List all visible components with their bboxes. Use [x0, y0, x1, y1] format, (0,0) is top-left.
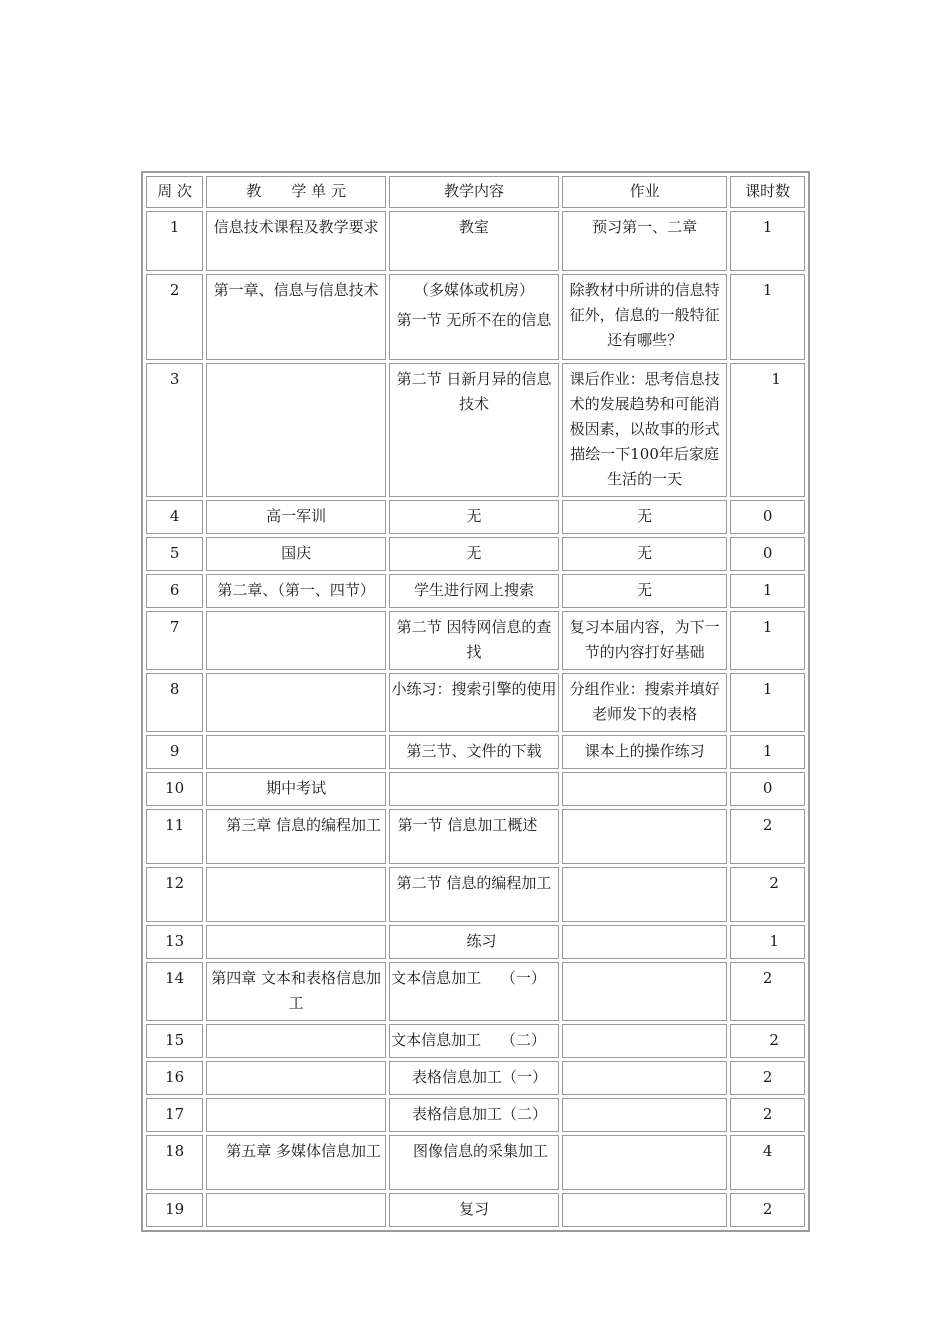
header-hours: 课时数 [730, 176, 805, 208]
unit-cell: 国庆 [206, 537, 386, 571]
unit-cell [206, 867, 386, 922]
unit-cell [206, 1098, 386, 1132]
hours-cell: 0 [730, 772, 805, 806]
table-row [146, 363, 805, 497]
table-row [146, 1193, 805, 1227]
homework-cell: 无 [562, 500, 728, 534]
hours-cell: 0 [730, 500, 805, 534]
table-row [146, 1061, 805, 1095]
content-cell: 无 [389, 537, 559, 571]
hours-cell: 2 [730, 867, 805, 922]
content-cell: 文本信息加工 （一） [389, 962, 559, 1021]
homework-cell: 无 [562, 537, 728, 571]
header-homework: 作业 [562, 176, 728, 208]
week-cell: 1 [146, 211, 203, 271]
table-row [146, 925, 805, 959]
hours-cell: 1 [730, 574, 805, 608]
week-cell: 14 [146, 962, 203, 1021]
course-plan-table-wrapper [141, 171, 810, 1232]
unit-cell [206, 1193, 386, 1227]
hours-cell: 1 [730, 363, 805, 497]
content-cell: 练习 [389, 925, 559, 959]
week-cell: 3 [146, 363, 203, 497]
content-cell: 复习 [389, 1193, 559, 1227]
homework-cell [562, 1135, 728, 1190]
unit-cell [206, 363, 386, 497]
table-row [146, 211, 805, 271]
table-row [146, 1024, 805, 1058]
unit-cell: 期中考试 [206, 772, 386, 806]
week-cell: 19 [146, 1193, 203, 1227]
content-cell: 第三节、文件的下载 [389, 735, 559, 769]
content-cell: 图像信息的采集加工 [389, 1135, 559, 1190]
content-cell: 第二节 日新月异的信息技术 [389, 363, 559, 497]
content-cell: 表格信息加工（一） [389, 1061, 559, 1095]
hours-cell: 0 [730, 537, 805, 571]
homework-cell: 分组作业：搜索并填好老师发下的表格 [562, 673, 728, 732]
homework-cell [562, 809, 728, 864]
table-row [146, 611, 805, 670]
homework-cell: 无 [562, 574, 728, 608]
week-cell: 10 [146, 772, 203, 806]
homework-cell [562, 1061, 728, 1095]
content-cell: 第二节 信息的编程加工 [389, 867, 559, 922]
content-cell: 表格信息加工（二） [389, 1098, 559, 1132]
table-row [146, 574, 805, 608]
week-cell: 18 [146, 1135, 203, 1190]
table-row [146, 962, 805, 1021]
content-cell: 无 [389, 500, 559, 534]
homework-cell: 课本上的操作练习 [562, 735, 728, 769]
homework-cell: 课后作业：思考信息技术的发展趋势和可能消极因素，以故事的形式描绘一下100年后家庭生活的一天 [562, 363, 728, 497]
unit-cell: 第五章 多媒体信息加工 [206, 1135, 386, 1190]
content-cell: 学生进行网上搜索 [389, 574, 559, 608]
homework-cell: 除教材中所讲的信息特征外，信息的一般特征还有哪些？ [562, 274, 728, 360]
table-row [146, 1135, 805, 1190]
hours-cell: 2 [730, 1193, 805, 1227]
unit-cell: 第四章 文本和表格信息加工 [206, 962, 386, 1021]
table-header-row [146, 176, 805, 208]
homework-cell: 预习第一、二章 [562, 211, 728, 271]
content-cell: 小练习：搜索引擎的使用 [389, 673, 559, 732]
week-cell: 16 [146, 1061, 203, 1095]
content-cell [389, 772, 559, 806]
hours-cell: 4 [730, 1135, 805, 1190]
week-cell: 17 [146, 1098, 203, 1132]
homework-cell [562, 1098, 728, 1132]
hours-cell: 1 [730, 211, 805, 271]
week-cell: 8 [146, 673, 203, 732]
hours-cell: 1 [730, 925, 805, 959]
unit-cell: 第二章、（第一、四节） [206, 574, 386, 608]
week-cell: 15 [146, 1024, 203, 1058]
week-cell: 7 [146, 611, 203, 670]
table-row [146, 673, 805, 732]
hours-cell: 2 [730, 809, 805, 864]
header-unit: 教 学 单 元 [206, 176, 386, 208]
homework-cell [562, 867, 728, 922]
homework-cell [562, 925, 728, 959]
unit-cell [206, 1061, 386, 1095]
course-plan-table [141, 171, 810, 1232]
week-cell: 5 [146, 537, 203, 571]
unit-cell [206, 611, 386, 670]
week-cell: 9 [146, 735, 203, 769]
table-row [146, 500, 805, 534]
header-week: 周 次 [146, 176, 203, 208]
week-cell: 12 [146, 867, 203, 922]
header-content: 教学内容 [389, 176, 559, 208]
content-cell: 第二节 因特网信息的查找 [389, 611, 559, 670]
hours-cell: 1 [730, 673, 805, 732]
table-row [146, 537, 805, 571]
content-line: 第一节 无所不在的信息 [396, 311, 552, 329]
homework-cell [562, 962, 728, 1021]
hours-cell: 1 [730, 274, 805, 360]
content-cell: 文本信息加工 （二） [389, 1024, 559, 1058]
table-row [146, 274, 805, 360]
hours-cell: 1 [730, 611, 805, 670]
hours-cell: 1 [730, 735, 805, 769]
unit-cell: 高一军训 [206, 500, 386, 534]
hours-cell: 2 [730, 962, 805, 1021]
hours-cell: 2 [730, 1098, 805, 1132]
week-cell: 6 [146, 574, 203, 608]
unit-cell: 第一章、信息与信息技术 [206, 274, 386, 360]
week-cell: 13 [146, 925, 203, 959]
content-cell: 教室 [389, 211, 559, 271]
content-cell: 第一节 信息加工概述 [389, 809, 559, 864]
unit-cell: 第三章 信息的编程加工 [206, 809, 386, 864]
table-row [146, 735, 805, 769]
table-row [146, 867, 805, 922]
unit-cell: 信息技术课程及教学要求 [206, 211, 386, 271]
hours-cell: 2 [730, 1024, 805, 1058]
content-cell [389, 274, 559, 360]
week-cell: 11 [146, 809, 203, 864]
homework-cell [562, 1193, 728, 1227]
hours-cell: 2 [730, 1061, 805, 1095]
homework-cell [562, 772, 728, 806]
table-row [146, 772, 805, 806]
homework-cell: 复习本届内容，为下一节的内容打好基础 [562, 611, 728, 670]
unit-cell [206, 925, 386, 959]
homework-cell [562, 1024, 728, 1058]
week-cell: 4 [146, 500, 203, 534]
table-row [146, 1098, 805, 1132]
unit-cell [206, 735, 386, 769]
unit-cell [206, 1024, 386, 1058]
week-cell: 2 [146, 274, 203, 360]
content-line: （多媒体或机房） [413, 281, 534, 299]
unit-cell [206, 673, 386, 732]
table-row [146, 809, 805, 864]
